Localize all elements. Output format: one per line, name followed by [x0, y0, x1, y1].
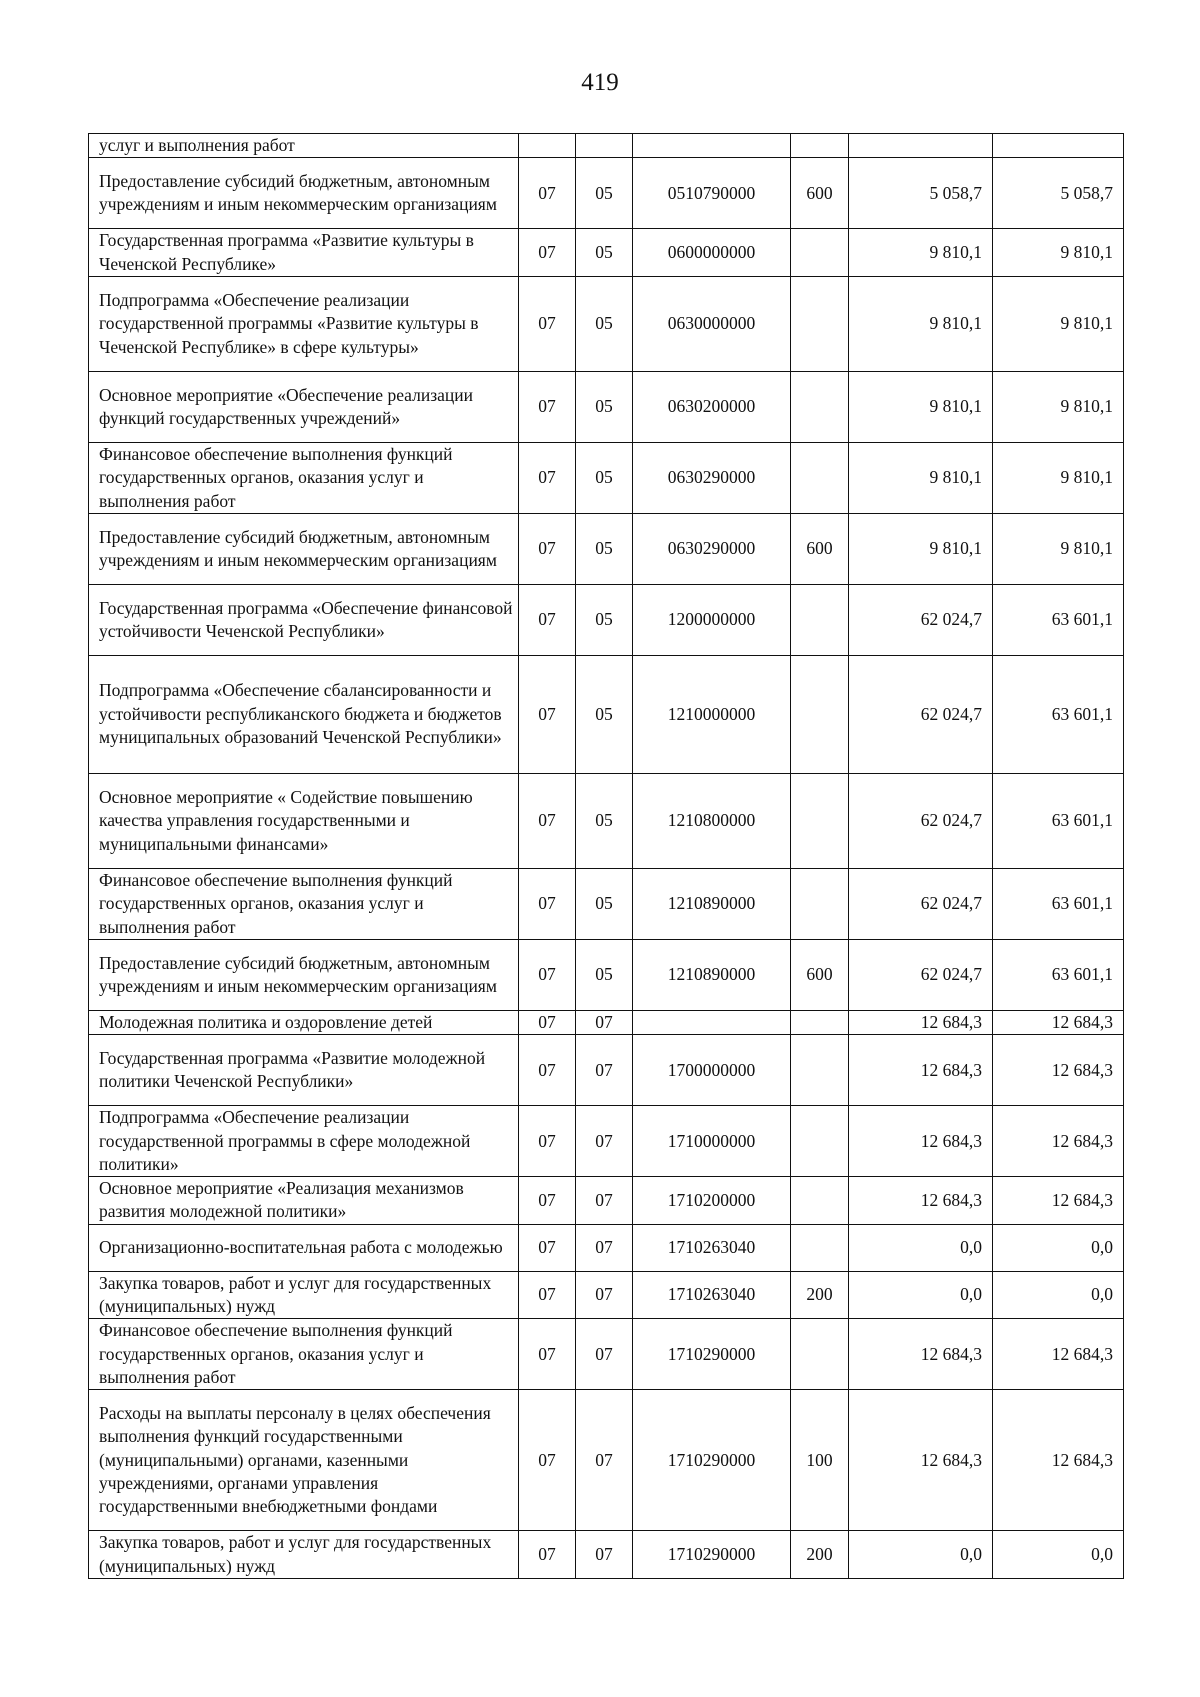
amount-first-year-cell: 62 024,7 — [849, 773, 993, 868]
target-article-cell: 1710290000 — [633, 1319, 791, 1390]
row-name-cell: Организационно-воспитательная работа с молодежью — [89, 1224, 519, 1271]
target-article-cell: 1210000000 — [633, 655, 791, 773]
target-article-cell: 1210890000 — [633, 939, 791, 1010]
table-row — [89, 513, 1124, 584]
subsection-code-cell: 05 — [576, 229, 633, 277]
subsection-code-cell: 05 — [576, 773, 633, 868]
budget-table — [88, 133, 1124, 1579]
section-code-cell: 07 — [519, 1224, 576, 1271]
amount-first-year-cell — [849, 134, 993, 158]
page-number: 419 — [581, 69, 619, 96]
target-article-cell: 0630000000 — [633, 276, 791, 371]
section-code-cell: 07 — [519, 158, 576, 229]
row-name-cell: Государственная программа «Обеспечение финансовой устойчивости Чеченской Республики» — [89, 584, 519, 655]
expense-type-cell — [791, 1010, 849, 1034]
table-row — [89, 158, 1124, 229]
amount-first-year-cell: 0,0 — [849, 1271, 993, 1319]
target-article-cell: 1710290000 — [633, 1390, 791, 1531]
expense-type-cell: 100 — [791, 1390, 849, 1531]
table-row — [89, 1106, 1124, 1177]
amount-second-year-cell: 63 601,1 — [993, 584, 1124, 655]
target-article-cell: 1210800000 — [633, 773, 791, 868]
expense-type-cell — [791, 868, 849, 939]
amount-second-year-cell: 0,0 — [993, 1224, 1124, 1271]
expense-type-cell: 600 — [791, 513, 849, 584]
row-name-cell: Государственная программа «Развитие культуры в Чеченской Республике» — [89, 229, 519, 277]
section-code-cell: 07 — [519, 1035, 576, 1106]
target-article-cell: 0510790000 — [633, 158, 791, 229]
expense-type-cell — [791, 229, 849, 277]
amount-second-year-cell: 12 684,3 — [993, 1177, 1124, 1225]
expense-type-cell — [791, 1106, 849, 1177]
section-code-cell: 07 — [519, 442, 576, 513]
table-row — [89, 442, 1124, 513]
row-name-cell: Закупка товаров, работ и услуг для государственных (муниципальных) нужд — [89, 1531, 519, 1579]
subsection-code-cell: 05 — [576, 442, 633, 513]
amount-second-year-cell: 0,0 — [993, 1531, 1124, 1579]
amount-second-year-cell: 9 810,1 — [993, 276, 1124, 371]
amount-first-year-cell: 0,0 — [849, 1531, 993, 1579]
target-article-cell — [633, 134, 791, 158]
amount-first-year-cell: 9 810,1 — [849, 442, 993, 513]
row-name-cell: Основное мероприятие « Содействие повышению качества управления государственными и муниципальными финансами» — [89, 773, 519, 868]
subsection-code-cell — [576, 134, 633, 158]
section-code-cell: 07 — [519, 773, 576, 868]
target-article-cell: 1710290000 — [633, 1531, 791, 1579]
amount-first-year-cell: 9 810,1 — [849, 276, 993, 371]
amount-second-year-cell: 12 684,3 — [993, 1010, 1124, 1034]
subsection-code-cell: 05 — [576, 158, 633, 229]
subsection-code-cell: 05 — [576, 276, 633, 371]
expense-type-cell — [791, 371, 849, 442]
row-name-cell: Подпрограмма «Обеспечение сбалансированности и устойчивости республиканского бюджета и бюджетов муниципальных образований Чеченской Республики» — [89, 655, 519, 773]
section-code-cell — [519, 134, 576, 158]
amount-second-year-cell: 12 684,3 — [993, 1106, 1124, 1177]
table-row — [89, 371, 1124, 442]
section-code-cell: 07 — [519, 868, 576, 939]
expense-type-cell — [791, 1035, 849, 1106]
amount-second-year-cell: 9 810,1 — [993, 442, 1124, 513]
row-name-cell: Финансовое обеспечение выполнения функций государственных органов, оказания услуг и выполнения работ — [89, 442, 519, 513]
row-name-cell: Закупка товаров, работ и услуг для государственных (муниципальных) нужд — [89, 1271, 519, 1319]
expense-type-cell: 200 — [791, 1531, 849, 1579]
amount-second-year-cell: 9 810,1 — [993, 371, 1124, 442]
section-code-cell: 07 — [519, 229, 576, 277]
subsection-code-cell: 05 — [576, 371, 633, 442]
amount-second-year-cell: 63 601,1 — [993, 868, 1124, 939]
target-article-cell: 1710263040 — [633, 1271, 791, 1319]
amount-first-year-cell: 12 684,3 — [849, 1319, 993, 1390]
amount-second-year-cell: 12 684,3 — [993, 1035, 1124, 1106]
subsection-code-cell: 05 — [576, 513, 633, 584]
row-name-cell: Предоставление субсидий бюджетным, автономным учреждениям и иным некоммерческим организациям — [89, 939, 519, 1010]
target-article-cell: 0600000000 — [633, 229, 791, 277]
target-article-cell: 0630290000 — [633, 442, 791, 513]
table-row — [89, 773, 1124, 868]
amount-first-year-cell: 9 810,1 — [849, 371, 993, 442]
amount-second-year-cell — [993, 134, 1124, 158]
row-name-cell: Молодежная политика и оздоровление детей — [89, 1010, 519, 1034]
row-name-cell: Основное мероприятие «Реализация механизмов развития молодежной политики» — [89, 1177, 519, 1225]
row-name-cell: услуг и выполнения работ — [89, 134, 519, 158]
section-code-cell: 07 — [519, 1390, 576, 1531]
expense-type-cell — [791, 1177, 849, 1225]
amount-first-year-cell: 62 024,7 — [849, 655, 993, 773]
target-article-cell: 0630290000 — [633, 513, 791, 584]
row-name-cell: Финансовое обеспечение выполнения функций государственных органов, оказания услуг и выполнения работ — [89, 1319, 519, 1390]
table-row — [89, 276, 1124, 371]
expense-type-cell — [791, 1224, 849, 1271]
amount-second-year-cell: 0,0 — [993, 1271, 1124, 1319]
section-code-cell: 07 — [519, 939, 576, 1010]
section-code-cell: 07 — [519, 1531, 576, 1579]
target-article-cell: 1210890000 — [633, 868, 791, 939]
amount-first-year-cell: 62 024,7 — [849, 868, 993, 939]
table-row — [89, 868, 1124, 939]
row-name-cell: Государственная программа «Развитие молодежной политики Чеченской Республики» — [89, 1035, 519, 1106]
amount-second-year-cell: 12 684,3 — [993, 1390, 1124, 1531]
target-article-cell: 1710200000 — [633, 1177, 791, 1225]
row-name-cell: Предоставление субсидий бюджетным, автономным учреждениям и иным некоммерческим организациям — [89, 158, 519, 229]
section-code-cell: 07 — [519, 1177, 576, 1225]
section-code-cell: 07 — [519, 655, 576, 773]
row-name-cell: Подпрограмма «Обеспечение реализации государственной программы «Развитие культуры в Чеченской Республике» в сфере культуры» — [89, 276, 519, 371]
section-code-cell: 07 — [519, 1271, 576, 1319]
subsection-code-cell: 07 — [576, 1106, 633, 1177]
expense-type-cell — [791, 442, 849, 513]
subsection-code-cell: 07 — [576, 1531, 633, 1579]
amount-first-year-cell: 62 024,7 — [849, 939, 993, 1010]
subsection-code-cell: 07 — [576, 1319, 633, 1390]
table-row — [89, 1224, 1124, 1271]
amount-second-year-cell: 12 684,3 — [993, 1319, 1124, 1390]
table-row — [89, 229, 1124, 277]
target-article-cell: 1710263040 — [633, 1224, 791, 1271]
table-row — [89, 939, 1124, 1010]
subsection-code-cell: 05 — [576, 868, 633, 939]
amount-first-year-cell: 12 684,3 — [849, 1390, 993, 1531]
table-row — [89, 1390, 1124, 1531]
expense-type-cell — [791, 134, 849, 158]
section-code-cell: 07 — [519, 371, 576, 442]
expense-type-cell: 600 — [791, 158, 849, 229]
subsection-code-cell: 05 — [576, 655, 633, 773]
subsection-code-cell: 07 — [576, 1010, 633, 1034]
section-code-cell: 07 — [519, 1106, 576, 1177]
section-code-cell: 07 — [519, 513, 576, 584]
table-row — [89, 1010, 1124, 1034]
expense-type-cell: 200 — [791, 1271, 849, 1319]
subsection-code-cell: 07 — [576, 1035, 633, 1106]
target-article-cell: 1710000000 — [633, 1106, 791, 1177]
subsection-code-cell: 05 — [576, 939, 633, 1010]
target-article-cell — [633, 1010, 791, 1034]
amount-first-year-cell: 62 024,7 — [849, 584, 993, 655]
amount-second-year-cell: 63 601,1 — [993, 655, 1124, 773]
subsection-code-cell: 07 — [576, 1390, 633, 1531]
expense-type-cell — [791, 276, 849, 371]
table-row — [89, 1271, 1124, 1319]
amount-first-year-cell: 12 684,3 — [849, 1177, 993, 1225]
subsection-code-cell: 05 — [576, 584, 633, 655]
expense-type-cell — [791, 584, 849, 655]
amount-second-year-cell: 9 810,1 — [993, 513, 1124, 584]
table-row — [89, 1319, 1124, 1390]
row-name-cell: Основное мероприятие «Обеспечение реализации функций государственных учреждений» — [89, 371, 519, 442]
amount-second-year-cell: 63 601,1 — [993, 939, 1124, 1010]
expense-type-cell: 600 — [791, 939, 849, 1010]
row-name-cell: Подпрограмма «Обеспечение реализации государственной программы в сфере молодежной политики» — [89, 1106, 519, 1177]
amount-first-year-cell: 9 810,1 — [849, 513, 993, 584]
amount-first-year-cell: 12 684,3 — [849, 1106, 993, 1177]
expense-type-cell — [791, 1319, 849, 1390]
amount-first-year-cell: 12 684,3 — [849, 1010, 993, 1034]
table-row — [89, 655, 1124, 773]
table-row — [89, 1035, 1124, 1106]
budget-table-body — [89, 134, 1124, 1579]
table-row — [89, 134, 1124, 158]
expense-type-cell — [791, 655, 849, 773]
target-article-cell: 1700000000 — [633, 1035, 791, 1106]
amount-first-year-cell: 9 810,1 — [849, 229, 993, 277]
row-name-cell: Предоставление субсидий бюджетным, автономным учреждениям и иным некоммерческим организациям — [89, 513, 519, 584]
subsection-code-cell: 07 — [576, 1177, 633, 1225]
section-code-cell: 07 — [519, 1319, 576, 1390]
amount-second-year-cell: 63 601,1 — [993, 773, 1124, 868]
amount-second-year-cell: 5 058,7 — [993, 158, 1124, 229]
expense-type-cell — [791, 773, 849, 868]
target-article-cell: 1200000000 — [633, 584, 791, 655]
amount-second-year-cell: 9 810,1 — [993, 229, 1124, 277]
amount-first-year-cell: 5 058,7 — [849, 158, 993, 229]
row-name-cell: Финансовое обеспечение выполнения функций государственных органов, оказания услуг и выполнения работ — [89, 868, 519, 939]
row-name-cell: Расходы на выплаты персоналу в целях обеспечения выполнения функций государственными (муниципальными) органами, казенными учреждениями, органами управления государственными внебюджетными фондами — [89, 1390, 519, 1531]
table-row — [89, 584, 1124, 655]
amount-first-year-cell: 12 684,3 — [849, 1035, 993, 1106]
target-article-cell: 0630200000 — [633, 371, 791, 442]
table-row — [89, 1177, 1124, 1225]
subsection-code-cell: 07 — [576, 1224, 633, 1271]
table-row — [89, 1531, 1124, 1579]
subsection-code-cell: 07 — [576, 1271, 633, 1319]
amount-first-year-cell: 0,0 — [849, 1224, 993, 1271]
section-code-cell: 07 — [519, 1010, 576, 1034]
section-code-cell: 07 — [519, 276, 576, 371]
section-code-cell: 07 — [519, 584, 576, 655]
